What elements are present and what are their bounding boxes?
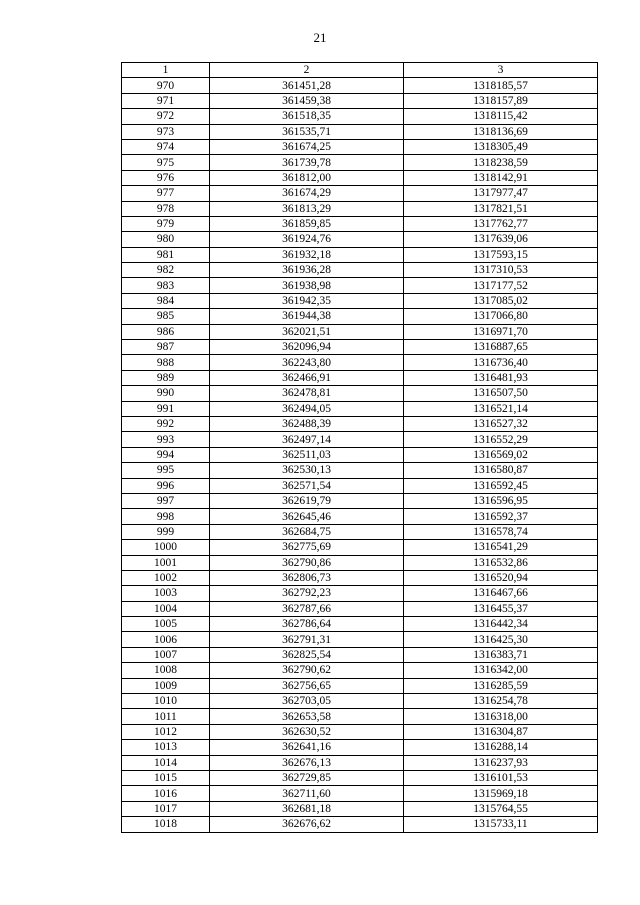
point-number-cell: 989 <box>122 370 210 385</box>
header-cell-1: 1 <box>122 63 210 78</box>
y-coordinate-cell: 1318185,57 <box>404 78 598 93</box>
point-number-cell: 1017 <box>122 801 210 816</box>
x-coordinate-cell: 362792,23 <box>210 586 404 601</box>
x-coordinate-cell: 361938,98 <box>210 278 404 293</box>
point-number-cell: 991 <box>122 401 210 416</box>
table-header <box>122 63 598 78</box>
table-row <box>122 201 598 216</box>
y-coordinate-cell: 1318142,91 <box>404 170 598 185</box>
x-coordinate-cell: 362684,75 <box>210 524 404 539</box>
x-coordinate-cell: 361739,78 <box>210 155 404 170</box>
point-number-cell: 972 <box>122 109 210 124</box>
x-coordinate-cell: 362641,16 <box>210 740 404 755</box>
x-coordinate-cell: 362806,73 <box>210 570 404 585</box>
point-number-cell: 992 <box>122 416 210 431</box>
point-number-cell: 1004 <box>122 601 210 616</box>
x-coordinate-cell: 361932,18 <box>210 247 404 262</box>
y-coordinate-cell: 1316101,53 <box>404 770 598 785</box>
x-coordinate-cell: 362497,14 <box>210 432 404 447</box>
x-coordinate-cell: 362653,58 <box>210 709 404 724</box>
table-row <box>122 817 598 832</box>
table-row <box>122 540 598 555</box>
table-row <box>122 632 598 647</box>
header-row <box>122 63 598 78</box>
point-number-cell: 1014 <box>122 755 210 770</box>
point-number-cell: 971 <box>122 93 210 108</box>
point-number-cell: 973 <box>122 124 210 139</box>
y-coordinate-cell: 1316552,29 <box>404 432 598 447</box>
y-coordinate-cell: 1317085,02 <box>404 293 598 308</box>
x-coordinate-cell: 362790,62 <box>210 663 404 678</box>
y-coordinate-cell: 1316580,87 <box>404 463 598 478</box>
y-coordinate-cell: 1316971,70 <box>404 324 598 339</box>
x-coordinate-cell: 362676,62 <box>210 817 404 832</box>
y-coordinate-cell: 1316481,93 <box>404 370 598 385</box>
y-coordinate-cell: 1316425,30 <box>404 632 598 647</box>
header-cell-3: 3 <box>404 63 598 78</box>
y-coordinate-cell: 1316887,65 <box>404 340 598 355</box>
y-coordinate-cell: 1317639,06 <box>404 232 598 247</box>
table-row <box>122 694 598 709</box>
x-coordinate-cell: 361451,28 <box>210 78 404 93</box>
y-coordinate-cell: 1316532,86 <box>404 555 598 570</box>
x-coordinate-cell: 362571,54 <box>210 478 404 493</box>
table-row <box>122 647 598 662</box>
point-number-cell: 978 <box>122 201 210 216</box>
table-row <box>122 555 598 570</box>
coordinates-table <box>121 62 598 833</box>
y-coordinate-cell: 1316237,93 <box>404 755 598 770</box>
header-cell-2: 2 <box>210 63 404 78</box>
point-number-cell: 1015 <box>122 770 210 785</box>
y-coordinate-cell: 1318238,59 <box>404 155 598 170</box>
y-coordinate-cell: 1316541,29 <box>404 540 598 555</box>
table-row <box>122 586 598 601</box>
y-coordinate-cell: 1317821,51 <box>404 201 598 216</box>
table-row <box>122 786 598 801</box>
table-row <box>122 663 598 678</box>
y-coordinate-cell: 1318157,89 <box>404 93 598 108</box>
y-coordinate-cell: 1316736,40 <box>404 355 598 370</box>
table-row <box>122 139 598 154</box>
point-number-cell: 996 <box>122 478 210 493</box>
point-number-cell: 983 <box>122 278 210 293</box>
x-coordinate-cell: 361924,76 <box>210 232 404 247</box>
y-coordinate-cell: 1315764,55 <box>404 801 598 816</box>
table-row <box>122 386 598 401</box>
x-coordinate-cell: 362021,51 <box>210 324 404 339</box>
point-number-cell: 1012 <box>122 724 210 739</box>
table-row <box>122 432 598 447</box>
table-row <box>122 340 598 355</box>
x-coordinate-cell: 361813,29 <box>210 201 404 216</box>
y-coordinate-cell: 1316455,37 <box>404 601 598 616</box>
point-number-cell: 1018 <box>122 817 210 832</box>
y-coordinate-cell: 1316285,59 <box>404 678 598 693</box>
table-row <box>122 355 598 370</box>
table-row <box>122 570 598 585</box>
point-number-cell: 977 <box>122 186 210 201</box>
point-number-cell: 1008 <box>122 663 210 678</box>
point-number-cell: 970 <box>122 78 210 93</box>
table-row <box>122 78 598 93</box>
table-row <box>122 478 598 493</box>
point-number-cell: 979 <box>122 216 210 231</box>
y-coordinate-cell: 1318115,42 <box>404 109 598 124</box>
x-coordinate-cell: 362619,79 <box>210 493 404 508</box>
x-coordinate-cell: 361535,71 <box>210 124 404 139</box>
table-row <box>122 724 598 739</box>
x-coordinate-cell: 362790,86 <box>210 555 404 570</box>
x-coordinate-cell: 362676,13 <box>210 755 404 770</box>
y-coordinate-cell: 1317762,77 <box>404 216 598 231</box>
point-number-cell: 982 <box>122 263 210 278</box>
table-row <box>122 247 598 262</box>
table-row <box>122 370 598 385</box>
x-coordinate-cell: 362530,13 <box>210 463 404 478</box>
table-row <box>122 401 598 416</box>
table-row <box>122 124 598 139</box>
x-coordinate-cell: 361674,29 <box>210 186 404 201</box>
y-coordinate-cell: 1316318,00 <box>404 709 598 724</box>
point-number-cell: 1007 <box>122 647 210 662</box>
x-coordinate-cell: 362630,52 <box>210 724 404 739</box>
point-number-cell: 1000 <box>122 540 210 555</box>
y-coordinate-cell: 1316592,45 <box>404 478 598 493</box>
table-row <box>122 324 598 339</box>
table-row <box>122 509 598 524</box>
x-coordinate-cell: 362775,69 <box>210 540 404 555</box>
point-number-cell: 1009 <box>122 678 210 693</box>
table-row <box>122 709 598 724</box>
table-row <box>122 170 598 185</box>
point-number-cell: 981 <box>122 247 210 262</box>
table-row <box>122 309 598 324</box>
y-coordinate-cell: 1315733,11 <box>404 817 598 832</box>
y-coordinate-cell: 1315969,18 <box>404 786 598 801</box>
point-number-cell: 999 <box>122 524 210 539</box>
x-coordinate-cell: 362787,66 <box>210 601 404 616</box>
y-coordinate-cell: 1316569,02 <box>404 447 598 462</box>
table-row <box>122 155 598 170</box>
table-row <box>122 801 598 816</box>
y-coordinate-cell: 1317177,52 <box>404 278 598 293</box>
table-row <box>122 617 598 632</box>
point-number-cell: 975 <box>122 155 210 170</box>
x-coordinate-cell: 361812,00 <box>210 170 404 185</box>
y-coordinate-cell: 1316383,71 <box>404 647 598 662</box>
x-coordinate-cell: 362791,31 <box>210 632 404 647</box>
y-coordinate-cell: 1316467,66 <box>404 586 598 601</box>
x-coordinate-cell: 361674,25 <box>210 139 404 154</box>
y-coordinate-cell: 1317310,53 <box>404 263 598 278</box>
y-coordinate-cell: 1316596,95 <box>404 493 598 508</box>
table-row <box>122 416 598 431</box>
point-number-cell: 994 <box>122 447 210 462</box>
table-body <box>122 78 598 832</box>
point-number-cell: 1005 <box>122 617 210 632</box>
x-coordinate-cell: 362786,64 <box>210 617 404 632</box>
x-coordinate-cell: 361936,28 <box>210 263 404 278</box>
x-coordinate-cell: 362729,85 <box>210 770 404 785</box>
y-coordinate-cell: 1318136,69 <box>404 124 598 139</box>
x-coordinate-cell: 362478,81 <box>210 386 404 401</box>
x-coordinate-cell: 361942,35 <box>210 293 404 308</box>
x-coordinate-cell: 361518,35 <box>210 109 404 124</box>
x-coordinate-cell: 361459,38 <box>210 93 404 108</box>
y-coordinate-cell: 1317977,47 <box>404 186 598 201</box>
point-number-cell: 997 <box>122 493 210 508</box>
y-coordinate-cell: 1316342,00 <box>404 663 598 678</box>
point-number-cell: 995 <box>122 463 210 478</box>
table-row <box>122 186 598 201</box>
y-coordinate-cell: 1317066,80 <box>404 309 598 324</box>
point-number-cell: 1013 <box>122 740 210 755</box>
point-number-cell: 985 <box>122 309 210 324</box>
table-row <box>122 755 598 770</box>
point-number-cell: 984 <box>122 293 210 308</box>
table-row <box>122 678 598 693</box>
x-coordinate-cell: 362466,91 <box>210 370 404 385</box>
y-coordinate-cell: 1316288,14 <box>404 740 598 755</box>
point-number-cell: 987 <box>122 340 210 355</box>
y-coordinate-cell: 1316304,87 <box>404 724 598 739</box>
y-coordinate-cell: 1316578,74 <box>404 524 598 539</box>
x-coordinate-cell: 362756,65 <box>210 678 404 693</box>
y-coordinate-cell: 1317593,15 <box>404 247 598 262</box>
table-row <box>122 93 598 108</box>
x-coordinate-cell: 361859,85 <box>210 216 404 231</box>
x-coordinate-cell: 361944,38 <box>210 309 404 324</box>
y-coordinate-cell: 1316520,94 <box>404 570 598 585</box>
point-number-cell: 993 <box>122 432 210 447</box>
point-number-cell: 988 <box>122 355 210 370</box>
point-number-cell: 1002 <box>122 570 210 585</box>
y-coordinate-cell: 1318305,49 <box>404 139 598 154</box>
x-coordinate-cell: 362703,05 <box>210 694 404 709</box>
x-coordinate-cell: 362488,39 <box>210 416 404 431</box>
point-number-cell: 998 <box>122 509 210 524</box>
table-row <box>122 216 598 231</box>
y-coordinate-cell: 1316507,50 <box>404 386 598 401</box>
x-coordinate-cell: 362096,94 <box>210 340 404 355</box>
point-number-cell: 1016 <box>122 786 210 801</box>
point-number-cell: 990 <box>122 386 210 401</box>
table-row <box>122 524 598 539</box>
point-number-cell: 1010 <box>122 694 210 709</box>
x-coordinate-cell: 362825,54 <box>210 647 404 662</box>
x-coordinate-cell: 362681,18 <box>210 801 404 816</box>
y-coordinate-cell: 1316254,78 <box>404 694 598 709</box>
table-row <box>122 493 598 508</box>
table-row <box>122 740 598 755</box>
point-number-cell: 1001 <box>122 555 210 570</box>
point-number-cell: 1011 <box>122 709 210 724</box>
point-number-cell: 980 <box>122 232 210 247</box>
y-coordinate-cell: 1316521,14 <box>404 401 598 416</box>
point-number-cell: 974 <box>122 139 210 154</box>
table-row <box>122 293 598 308</box>
table-row <box>122 278 598 293</box>
x-coordinate-cell: 362494,05 <box>210 401 404 416</box>
x-coordinate-cell: 362243,80 <box>210 355 404 370</box>
y-coordinate-cell: 1316442,34 <box>404 617 598 632</box>
point-number-cell: 1006 <box>122 632 210 647</box>
y-coordinate-cell: 1316592,37 <box>404 509 598 524</box>
page-number: 21 <box>313 30 327 45</box>
table-row <box>122 447 598 462</box>
point-number-cell: 1003 <box>122 586 210 601</box>
point-number-cell: 986 <box>122 324 210 339</box>
table-row <box>122 770 598 785</box>
y-coordinate-cell: 1316527,32 <box>404 416 598 431</box>
table-row <box>122 232 598 247</box>
x-coordinate-cell: 362511,03 <box>210 447 404 462</box>
point-number-cell: 976 <box>122 170 210 185</box>
x-coordinate-cell: 362645,46 <box>210 509 404 524</box>
x-coordinate-cell: 362711,60 <box>210 786 404 801</box>
table-row <box>122 601 598 616</box>
table-row <box>122 463 598 478</box>
table-row <box>122 263 598 278</box>
table-row <box>122 109 598 124</box>
